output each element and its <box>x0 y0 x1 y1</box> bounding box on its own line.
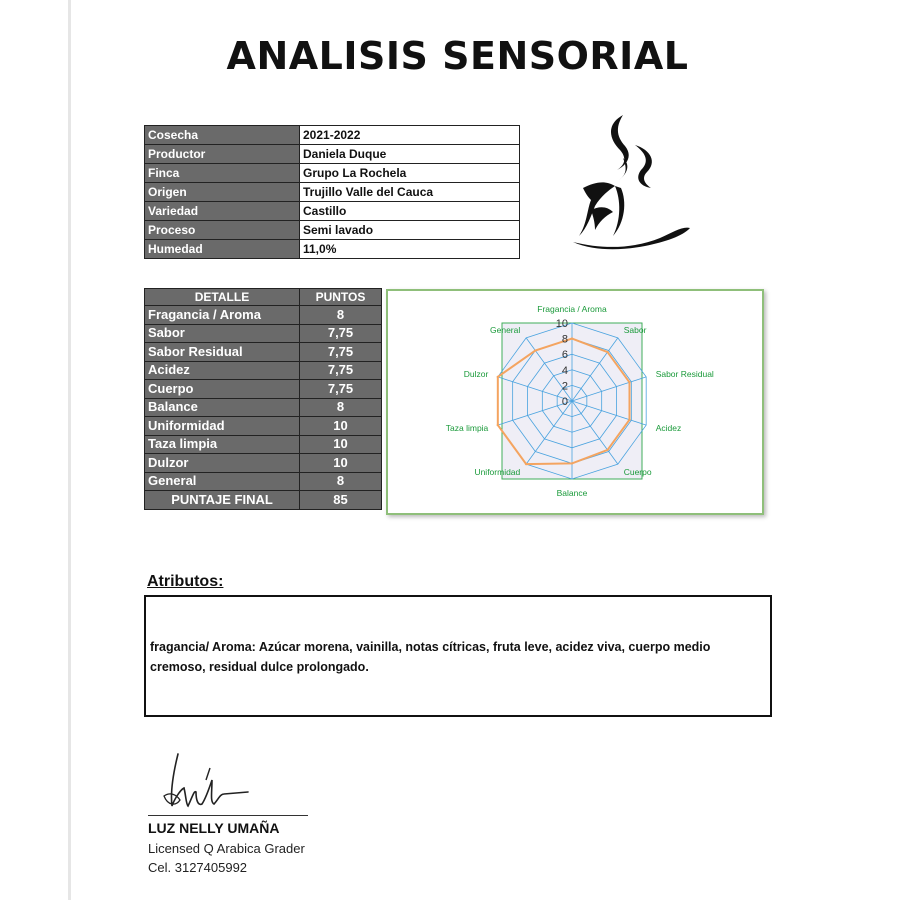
info-row <box>145 221 520 240</box>
category-label: Dulzor <box>463 368 489 379</box>
series-point <box>606 449 608 451</box>
info-row <box>145 164 520 183</box>
page-edge <box>68 0 71 900</box>
info-row <box>145 145 520 164</box>
grader-name: LUZ NELLY UMAÑA <box>148 820 280 836</box>
score-value: 10 <box>300 454 382 473</box>
tick-label: 2 <box>561 380 568 393</box>
score-label: Uniformidad <box>145 417 300 436</box>
score-row <box>145 472 382 491</box>
series-point <box>628 381 630 383</box>
category-label: Taza limpia <box>445 423 489 434</box>
score-value: 10 <box>300 435 382 454</box>
score-row <box>145 417 382 436</box>
score-label: General <box>145 472 300 491</box>
score-row <box>145 306 382 325</box>
info-label: Finca <box>145 164 300 183</box>
score-label: Balance <box>145 398 300 417</box>
info-value: Trujillo Valle del Cauca <box>300 183 520 202</box>
series-point <box>497 376 499 378</box>
signature-line <box>148 815 308 816</box>
info-table <box>144 125 520 259</box>
score-row <box>145 398 382 417</box>
score-value: 8 <box>300 472 382 491</box>
series-point <box>525 463 527 465</box>
coffee-cup-logo <box>565 110 700 260</box>
score-label: Fragancia / Aroma <box>145 306 300 325</box>
score-value: 10 <box>300 417 382 436</box>
info-value: 2021-2022 <box>300 126 520 145</box>
attributes-title: Atributos: <box>147 573 224 590</box>
info-row <box>145 183 520 202</box>
detail-header: DETALLE <box>145 289 300 306</box>
category-label: Acidez <box>655 423 682 434</box>
category-label: Uniformidad <box>474 467 521 478</box>
info-value: Castillo <box>300 202 520 221</box>
final-score-label: PUNTAJE FINAL <box>145 491 300 510</box>
grader-phone: Cel. 3127405992 <box>148 860 248 875</box>
handwritten-signature <box>150 750 260 815</box>
score-label: Sabor <box>145 324 300 343</box>
info-label: Origen <box>145 183 300 202</box>
score-row <box>145 380 382 399</box>
category-label: Sabor Residual <box>655 368 714 379</box>
radar-chart <box>386 289 764 515</box>
series-point <box>628 418 630 420</box>
series-point <box>497 424 499 426</box>
category-label: Balance <box>556 488 588 498</box>
info-value: Daniela Duque <box>300 145 520 164</box>
tick-label: 10 <box>555 318 568 330</box>
score-label: Sabor Residual <box>145 343 300 362</box>
attributes-text: fragancia/ Aroma: Azúcar morena, vainilla, notas cítricas, fruta leve, acidez viva, cuerpo medio cremoso, residual dulce prolongado. <box>150 640 711 674</box>
score-table <box>144 288 382 510</box>
score-label: Taza limpia <box>145 435 300 454</box>
score-row <box>145 343 382 362</box>
attributes-box <box>144 595 772 717</box>
info-value: Semi lavado <box>300 221 520 240</box>
category-label: General <box>490 324 521 335</box>
score-label: Dulzor <box>145 454 300 473</box>
score-row <box>145 361 382 380</box>
info-row <box>145 240 520 259</box>
final-score-row <box>145 491 382 510</box>
series-point <box>571 337 573 339</box>
radar-chart-svg <box>388 291 762 513</box>
score-value: 8 <box>300 306 382 325</box>
info-row <box>145 202 520 221</box>
series-point <box>606 351 608 353</box>
series-point <box>571 462 573 464</box>
info-label: Cosecha <box>145 126 300 145</box>
category-label: Cuerpo <box>623 467 652 478</box>
info-value: Grupo La Rochela <box>300 164 520 183</box>
score-row <box>145 454 382 473</box>
page-title: ANALISIS SENSORIAL <box>226 34 689 78</box>
info-value: 11,0% <box>300 240 520 259</box>
score-value: 8 <box>300 398 382 417</box>
tick-label: 0 <box>561 396 568 408</box>
tick-label: 8 <box>561 333 568 346</box>
score-row <box>145 324 382 343</box>
points-header: PUNTOS <box>300 289 382 306</box>
score-value: 7,75 <box>300 361 382 380</box>
score-label: Acidez <box>145 361 300 380</box>
score-value: 7,75 <box>300 380 382 399</box>
grader-title: Licensed Q Arabica Grader <box>148 841 305 856</box>
info-label: Productor <box>145 145 300 164</box>
info-label: Humedad <box>145 240 300 259</box>
tick-label: 6 <box>561 349 568 362</box>
final-score-value: 85 <box>300 491 382 510</box>
category-label: Fragancia / Aroma <box>537 304 607 314</box>
score-row <box>145 435 382 454</box>
score-value: 7,75 <box>300 324 382 343</box>
series-point <box>534 349 536 351</box>
score-value: 7,75 <box>300 343 382 362</box>
category-label: Sabor <box>623 324 647 335</box>
info-row <box>145 126 520 145</box>
score-label: Cuerpo <box>145 380 300 399</box>
tick-label: 4 <box>561 364 568 377</box>
info-label: Proceso <box>145 221 300 240</box>
info-label: Variedad <box>145 202 300 221</box>
